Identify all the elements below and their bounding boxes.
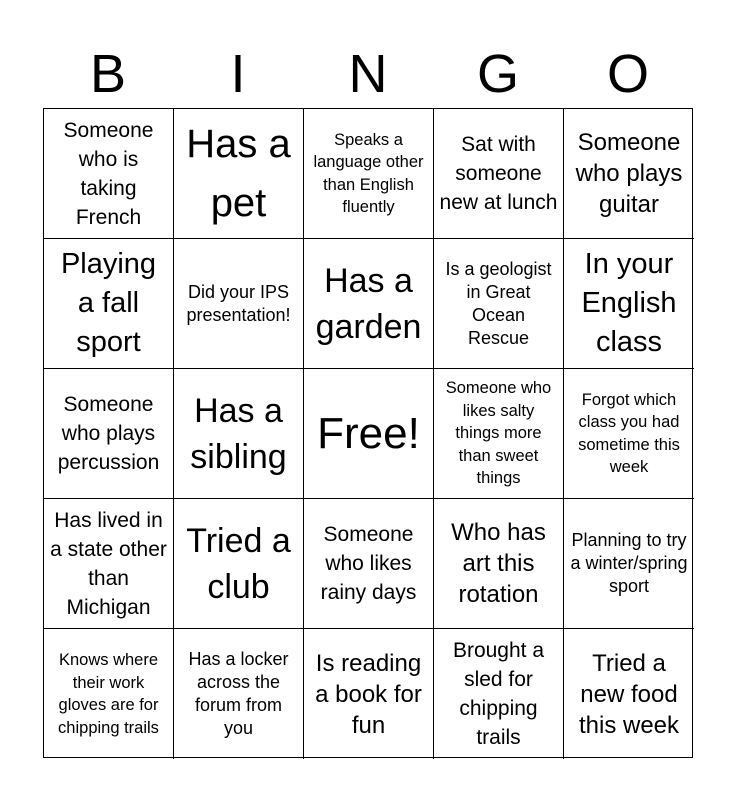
title-letter-g: G (476, 44, 519, 104)
cell-text: Sat with someone new at lunch (439, 133, 558, 214)
bingo-cell[interactable] (174, 109, 304, 239)
free-space-cell[interactable] (304, 369, 434, 499)
cell-text: Has a garden (315, 261, 422, 346)
cell-text: Has a sibling (190, 391, 287, 476)
cell-text: Playing a fall sport (60, 248, 157, 358)
bingo-cell[interactable] (564, 109, 694, 239)
cell-text: Someone who is taking French (63, 118, 154, 229)
bingo-cell[interactable] (304, 629, 434, 759)
bingo-cell[interactable] (434, 109, 564, 239)
bingo-board (43, 108, 693, 758)
cell-text: Someone who likes rainy days (320, 523, 417, 604)
bingo-cell[interactable] (174, 499, 304, 629)
cell-text: Someone who likes salty things more than sweet things (445, 379, 552, 488)
bingo-cell[interactable] (44, 629, 174, 759)
cell-text: Did your IPS presentation! (186, 281, 291, 325)
cell-text: In your English class (581, 248, 677, 358)
cell-text: Someone who plays percussion (57, 393, 160, 474)
bingo-cell[interactable] (44, 239, 174, 369)
cell-text: Has lived in a state other than Michigan (50, 508, 167, 619)
bingo-cell[interactable] (304, 109, 434, 239)
bingo-cell[interactable] (564, 629, 694, 759)
title-letter-i: I (230, 44, 246, 104)
cell-text: Forgot which class you had sometime this week (578, 390, 680, 476)
cell-text: Tried a new food this week (578, 649, 680, 739)
cell-text: Someone who plays guitar (575, 129, 683, 218)
bingo-cell[interactable] (174, 239, 304, 369)
bingo-cell[interactable] (434, 499, 564, 629)
bingo-cell[interactable] (304, 239, 434, 369)
bingo-cell[interactable] (564, 239, 694, 369)
bingo-cell[interactable] (174, 369, 304, 499)
title-letter-b: B (89, 44, 127, 104)
title-letter-n: N (348, 44, 388, 104)
bingo-cell[interactable] (174, 629, 304, 759)
bingo-cell[interactable] (434, 369, 564, 499)
cell-text: Who has art this rotation (451, 519, 546, 608)
cell-text: Has a pet (186, 121, 291, 225)
title-letter-o: O (606, 44, 649, 104)
cell-text: Planning to try a winter/spring sport (570, 530, 688, 596)
cell-text: Has a locker across the forum from you (188, 649, 289, 738)
cell-text: Tried a club (186, 521, 291, 606)
bingo-title (43, 40, 693, 108)
bingo-cell[interactable] (564, 499, 694, 629)
cell-text: Brought a sled for chipping trails (452, 639, 545, 749)
bingo-cell[interactable] (44, 369, 174, 499)
bingo-cell[interactable] (44, 109, 174, 239)
bingo-cell[interactable] (44, 499, 174, 629)
cell-text: Is a geologist in Great Ocean Rescue (445, 258, 552, 348)
bingo-cell[interactable] (434, 239, 564, 369)
cell-text: Speaks a language other than English fluently (313, 130, 424, 216)
cell-text: Knows where their work gloves are for chipping trails (58, 651, 159, 737)
cell-text: Is reading a book for fun (315, 649, 422, 739)
bingo-cell[interactable] (434, 629, 564, 759)
bingo-cell[interactable] (564, 369, 694, 499)
bingo-cell[interactable] (304, 499, 434, 629)
free-space-text: Free! (317, 408, 420, 458)
